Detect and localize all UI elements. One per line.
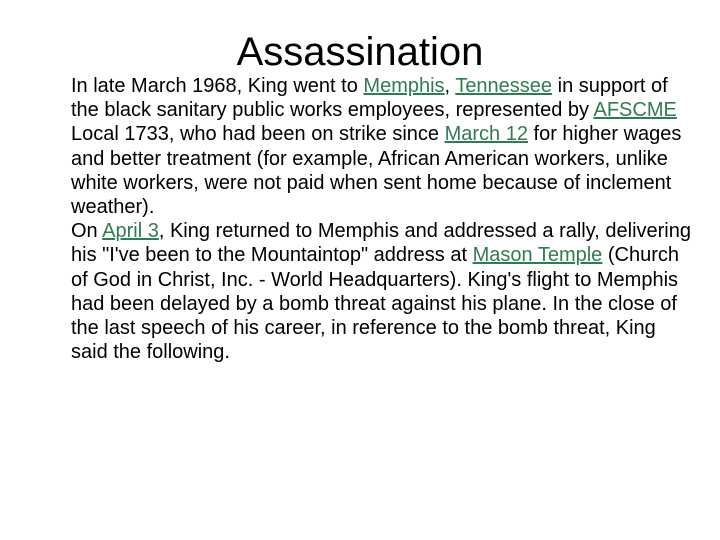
paragraph-april-3 [71, 219, 691, 364]
link-memphis[interactable]: Memphis [363, 75, 445, 97]
link-afscme[interactable]: AFSCME [593, 99, 677, 122]
text-segment: , King returned to Memphis and addressed a rally, delivering his "I've been to the Mountaintop" address at [71, 220, 691, 267]
link-tennessee[interactable]: Tennessee [455, 75, 553, 97]
link-mason-temple[interactable]: Mason Temple [472, 244, 603, 267]
text-segment: in support of the black sanitary public works employees, represented by [71, 75, 668, 122]
text-segment: On [71, 220, 103, 243]
text-segment: (Church of God in Christ, Inc. - World Headquarters). King's flight to Memphis had been delayed by a bomb threat against his plane. In the close of the last speech of his career, in reference to the bomb threat, King said the following. [71, 244, 680, 364]
text-segment: Local 1733, who had been on strike since [71, 123, 445, 146]
slide-title: Assassination [236, 30, 484, 74]
text-segment: In late March 1968, King went to [71, 75, 364, 97]
link-march-12[interactable]: March 12 [444, 123, 528, 146]
link-april-3[interactable]: April 3 [102, 220, 159, 243]
slide-body [71, 74, 691, 364]
text-segment: , [444, 75, 456, 97]
text-segment: for higher wages and better treatment (for example, African American workers, unlike white workers, were not paid when sent home because of inclement weather). [71, 123, 682, 219]
paragraph-march-1968 [71, 74, 691, 219]
